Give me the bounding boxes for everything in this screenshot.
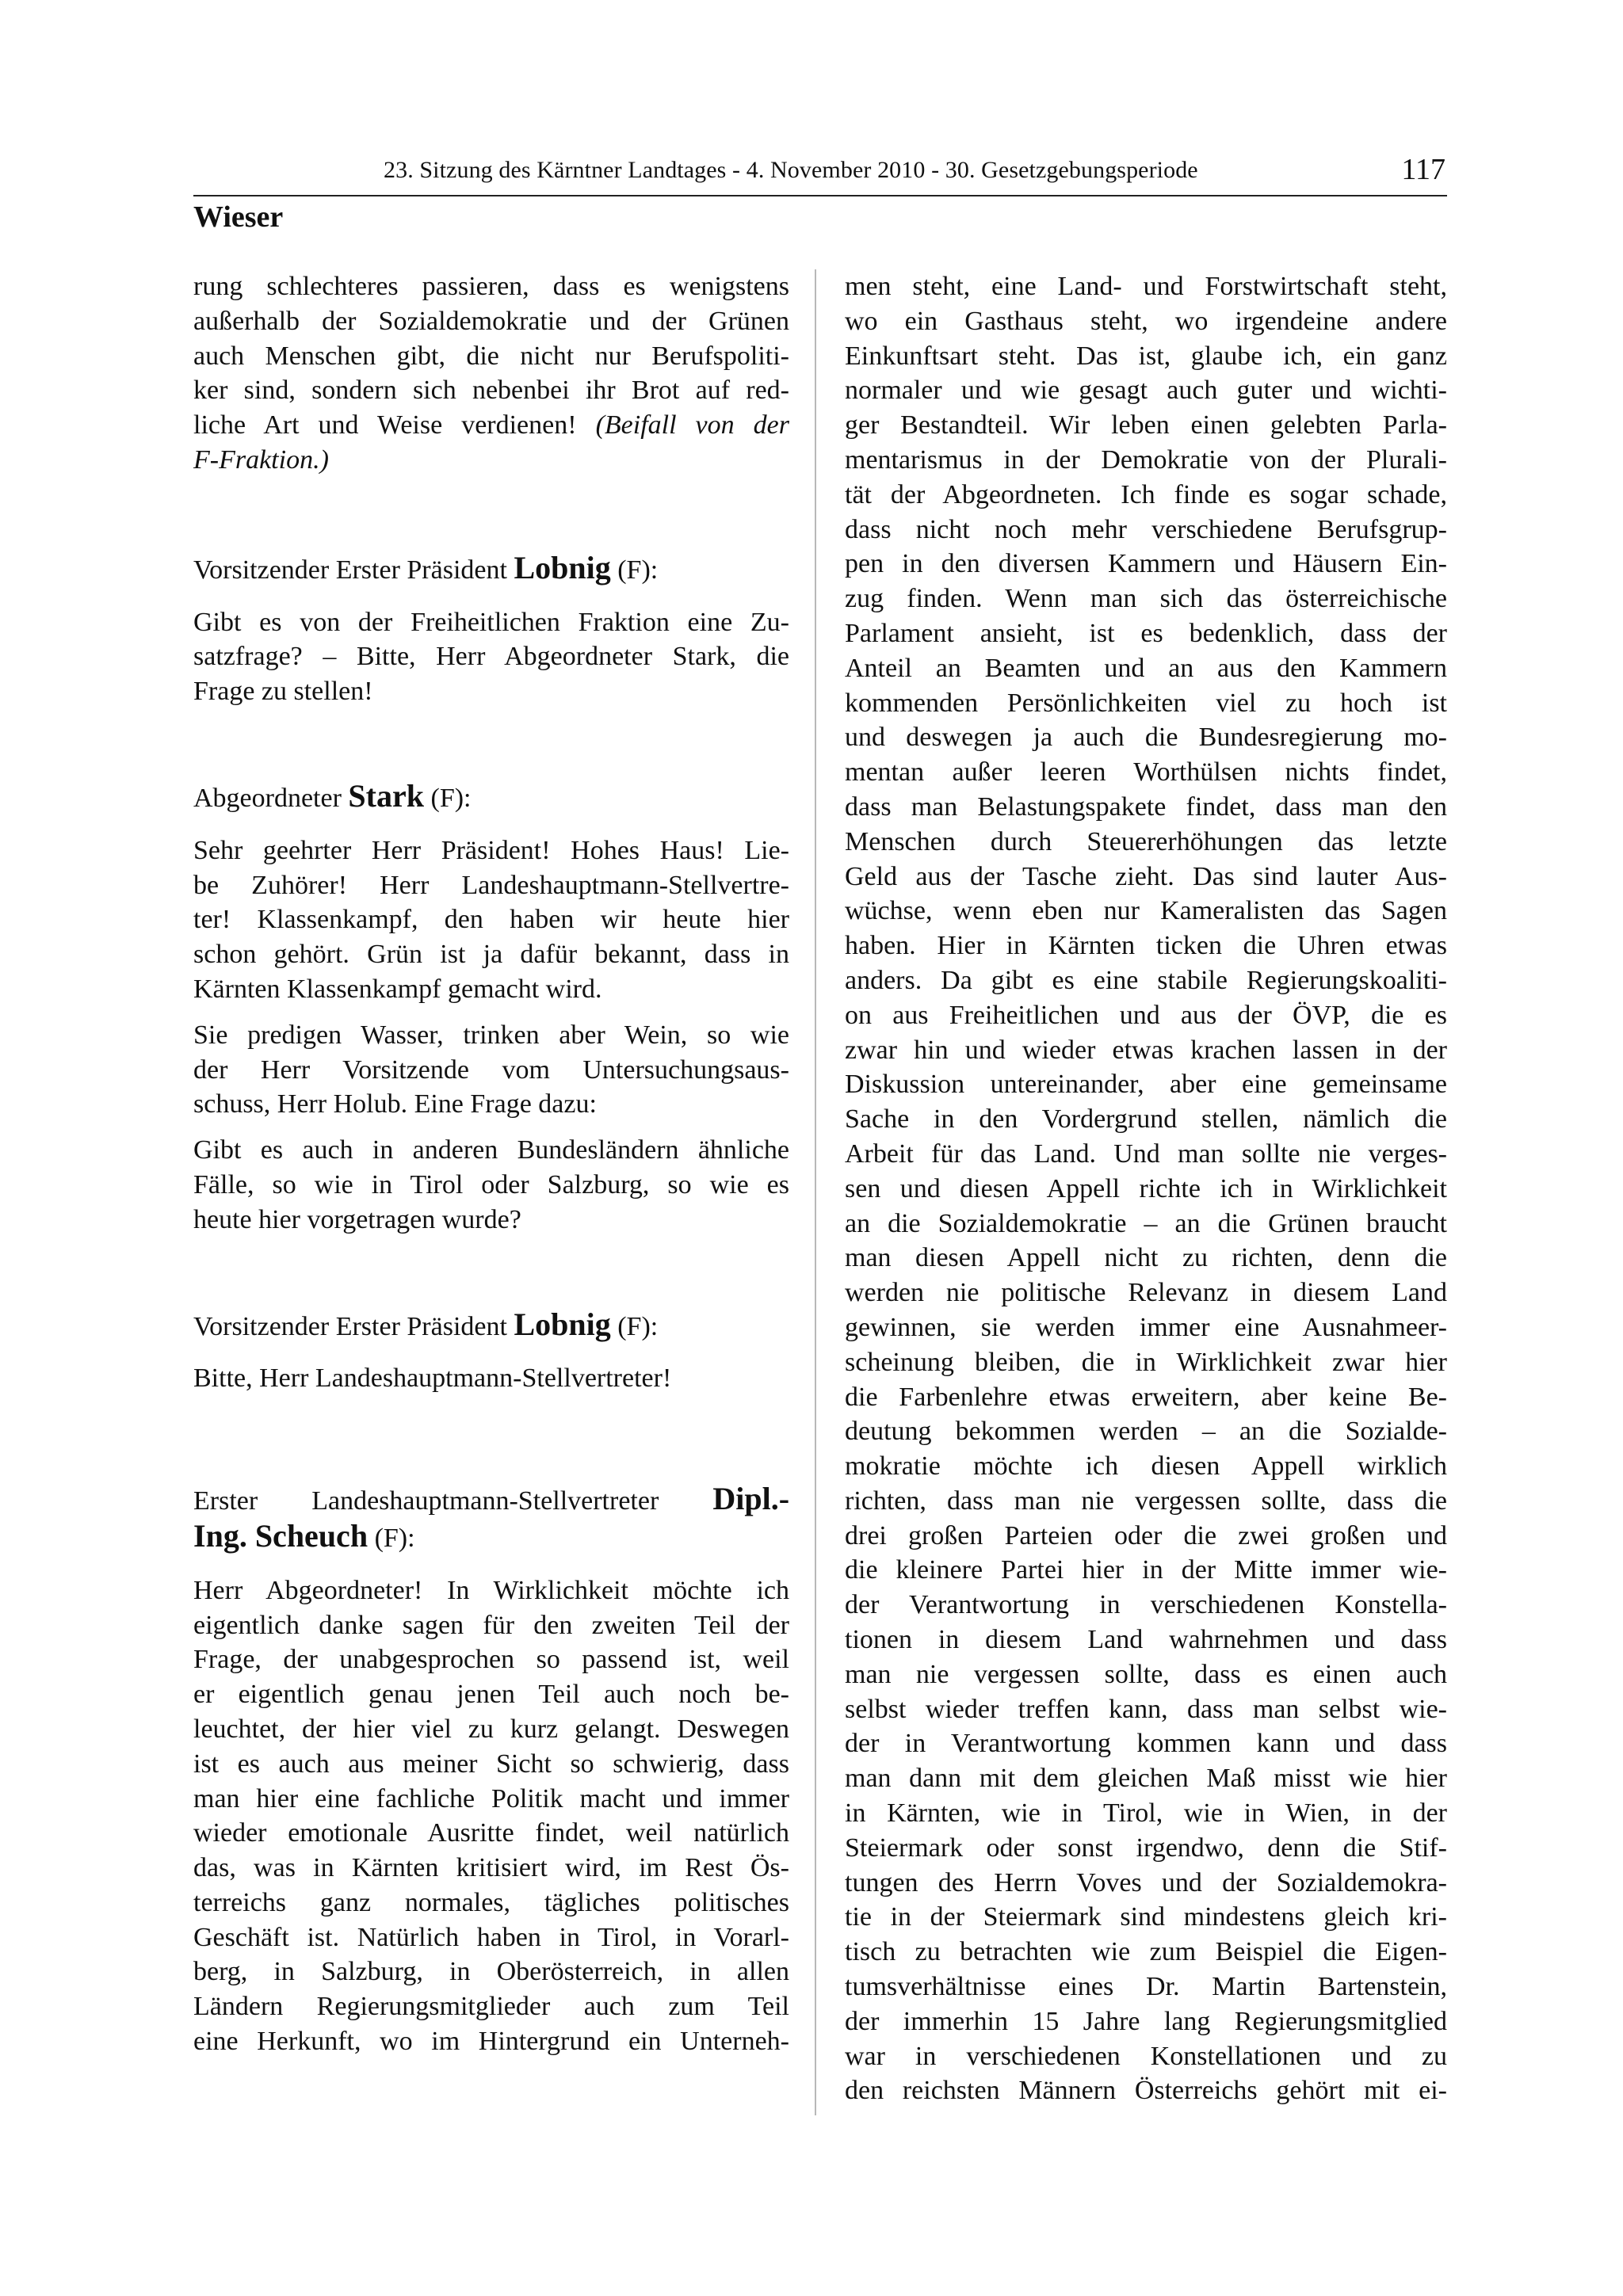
text-line: sen und diesen Appell richte ich in Wirklichkeit	[845, 1173, 1447, 1203]
text-line	[193, 1519, 789, 1556]
text-line: on aus Freiheitlichen und aus der ÖVP, die es	[845, 1000, 1447, 1030]
text-line: war in verschiedenen Konstellationen und zu	[845, 2041, 1447, 2071]
text-line: terreichs ganz normales, tägliches politisches	[193, 1887, 789, 1917]
text-line: normaler und wie gesagt auch guter und wichti-	[845, 376, 1447, 406]
text-line: der Verantwortung in verschiedenen Konstella-	[845, 1590, 1447, 1620]
text-line: mentarismus in der Demokratie von der Plurali-	[845, 444, 1447, 475]
text-line: und deswegen ja auch die Bundesregierung mo-	[845, 723, 1447, 753]
speaker-name: Ing. Scheuch	[193, 1517, 369, 1554]
text-line: men steht, eine Land- und Forstwirtschaft steht,	[845, 272, 1447, 301]
text-line: Gibt es auch in anderen Bundesländern ähnliche	[193, 1135, 789, 1165]
text-line: Herr Abgeordneter! In Wirklichkeit möchte ich	[193, 1575, 789, 1605]
paragraph	[193, 269, 789, 478]
speaker-party: (F):	[430, 783, 472, 813]
text-line: man hier eine fachliche Politik macht und immer	[193, 1783, 789, 1814]
text-line: dass nicht noch mehr verschiedene Berufsgrup-	[845, 514, 1447, 544]
text-line: Geld aus der Tasche zieht. Das sind lauter Aus-	[845, 861, 1447, 891]
paragraph	[193, 1133, 789, 1237]
text-line: schon gehört. Grün ist ja dafür bekannt, dass in	[193, 940, 789, 970]
text-line: tisch zu betrachten wie zum Beispiel die Eigen-	[845, 1937, 1447, 1967]
text-line: Sie predigen Wasser, trinken aber Wein, so wie	[193, 1020, 789, 1050]
running-header: 23. Sitzung des Kärntner Landtages - 4. November 2010 - 30. Gesetzgebungsperiode	[384, 157, 1198, 183]
paragraph	[193, 833, 789, 1007]
text-line: die kleinere Partei hier in der Mitte immer wie-	[845, 1555, 1447, 1585]
text-line: ker sind, sondern sich nebenbei ihr Brot auf red-	[193, 376, 789, 406]
speaker-heading	[193, 1307, 789, 1344]
text-line: tät der Abgeordneten. Ich finde es sogar schade,	[845, 479, 1447, 509]
text-line: tie in der Steiermark sind mindestens gleich kri-	[845, 1902, 1447, 1932]
text-line: schuss, Herr Holub. Eine Frage dazu:	[193, 1089, 597, 1119]
speaker-heading	[193, 779, 789, 816]
text-line: mentan außer leeren Worthülsen nichts findet,	[845, 757, 1447, 788]
speaker-name: Dipl.-	[712, 1481, 790, 1517]
left-column	[193, 269, 789, 2070]
text-line: man dann mit dem gleichen Maß misst wie hier	[845, 1764, 1447, 1794]
text-line: Sache in den Vordergrund stellen, nämlich die	[845, 1104, 1447, 1135]
text-line: das, was in Kärnten kritisiert wird, im Rest Ös-	[193, 1853, 789, 1883]
text-line: tionen in diesem Land wahrnehmen und dass	[845, 1625, 1447, 1655]
text-line: wüchse, wenn eben nur Kameralisten das Sagen	[845, 896, 1447, 926]
paragraph	[193, 1573, 789, 2059]
text-line: richten, dass man nie vergessen sollte, dass die	[845, 1486, 1447, 1516]
text-line: tungen des Herrn Voves und der Sozialdemokra-	[845, 1867, 1447, 1897]
text-line: der immerhin 15 Jahre lang Regierungsmitglied	[845, 2006, 1447, 2036]
text-line: Menschen durch Steuererhöhungen das letzte	[845, 826, 1447, 856]
text-line: man diesen Appell nicht zu richten, denn die	[845, 1243, 1447, 1273]
text-line: heute hier vorgetragen wurde?	[193, 1204, 521, 1234]
speaker-role: Erster Landeshauptmann-Stellvertreter	[193, 1486, 659, 1516]
text-line: die Farbenlehre etwas erweitern, aber keine Be-	[845, 1382, 1447, 1412]
text-line: zug finden. Wenn man sich das österreichische	[845, 584, 1447, 614]
text-line: der Herr Vorsitzende vom Untersuchungsaus-	[193, 1055, 789, 1085]
text-line: ist es auch aus meiner Sicht so schwierig, dass	[193, 1749, 789, 1779]
text-line: Parlament ansieht, ist es bedenklich, dass der	[845, 618, 1447, 648]
text-line: berg, in Salzburg, in Oberösterreich, in allen	[193, 1957, 789, 1987]
speaker-role: Vorsitzender Erster Präsident	[193, 1311, 507, 1341]
text-line: Steiermark oder sonst irgendwo, denn die Stif-	[845, 1833, 1447, 1863]
text-line: in Kärnten, wie in Tirol, wie in Wien, in der	[845, 1798, 1447, 1829]
header-rule	[193, 195, 1447, 196]
text-line: satzfrage? – Bitte, Herr Abgeordneter Stark, die	[193, 642, 789, 672]
speaker-heading	[193, 551, 789, 588]
running-speaker-name: Wieser	[193, 200, 284, 234]
text-line: werden nie politische Relevanz in diesem Land	[845, 1278, 1447, 1308]
text-line: Arbeit für das Land. Und man sollte nie verges-	[845, 1138, 1447, 1169]
paragraph	[845, 269, 1447, 2108]
text-line: anders. Da gibt es eine stabile Regierungskoaliti-	[845, 965, 1447, 995]
text-line: deutung bekommen werden – an die Sozialde-	[845, 1417, 1447, 1447]
text-line: scheinung bleiben, die in Wirklichkeit zwar hier	[845, 1347, 1447, 1377]
speaker-heading	[193, 1482, 789, 1556]
text-line: be Zuhörer! Herr Landeshauptmann-Stellvertre-	[193, 870, 789, 900]
text-line: Kärnten Klassenkampf gemacht wird.	[193, 974, 602, 1004]
text-line: wo ein Gasthaus steht, wo irgendeine andere	[845, 306, 1447, 336]
text-line: zwar hin und wieder etwas krachen lassen in der	[845, 1035, 1447, 1065]
text-line: eine Herkunft, wo im Hintergrund ein Unterneh-	[193, 2027, 789, 2057]
right-column	[845, 269, 1447, 2119]
paragraph	[193, 1018, 789, 1122]
text-fragment: liche Art und Weise verdienen!	[193, 410, 577, 441]
text-line: Sehr geehrter Herr Präsident! Hohes Haus! Lie-	[193, 835, 789, 865]
text-line: kommenden Persönlichkeiten viel zu hoch ist	[845, 688, 1447, 718]
applause-note: (Beifall von der	[595, 410, 789, 441]
text-line: Einkunftsart steht. Das ist, glaube ich, ein ganz	[845, 341, 1447, 371]
text-line: wieder emotionale Ausritte findet, weil natürlich	[193, 1818, 789, 1848]
text-line: leuchtet, der hier viel zu kurz gelangt. Deswegen	[193, 1714, 789, 1744]
text-line: gewinnen, sie werden immer eine Ausnahmeer-	[845, 1312, 1447, 1342]
text-line	[193, 408, 789, 443]
text-line: Geschäft ist. Natürlich haben in Tirol, in Vorarl-	[193, 1922, 789, 1952]
paragraph	[193, 605, 789, 709]
text-line: haben. Hier in Kärnten ticken die Uhren etwas	[845, 931, 1447, 961]
text-line: Anteil an Beamten und an aus den Kammern	[845, 653, 1447, 683]
text-line: Fälle, so wie in Tirol oder Salzburg, so wie es	[193, 1169, 789, 1199]
speaker-party: (F):	[617, 555, 659, 585]
text-line: pen in den diversen Kammern und Häusern Ein-	[845, 549, 1447, 579]
speaker-role: Vorsitzender Erster Präsident	[193, 555, 507, 585]
text-line: Gibt es von der Freiheitlichen Fraktion eine Zu-	[193, 607, 789, 637]
text-line: außerhalb der Sozialdemokratie und der Grünen	[193, 306, 789, 336]
text-line: den reichsten Männern Österreichs gehört mit ei-	[845, 2076, 1447, 2106]
page-number: 117	[1401, 153, 1445, 186]
text-line: drei großen Parteien oder die zwei großen und	[845, 1520, 1447, 1550]
text-line: Frage, der unabgesprochen so passend ist, weil	[193, 1645, 789, 1675]
text-line: man nie vergessen sollte, dass es einen auch	[845, 1659, 1447, 1689]
text-line: mokratie möchte ich diesen Appell wirklich	[845, 1451, 1447, 1482]
paragraph	[193, 1361, 789, 1396]
text-line: Frage zu stellen!	[193, 677, 373, 707]
text-line: Bitte, Herr Landeshauptmann-Stellvertreter!	[193, 1363, 672, 1394]
text-line: selbst wieder treffen kann, dass man selbst wie-	[845, 1694, 1447, 1724]
speaker-name: Lobnig	[514, 1306, 611, 1342]
text-line: ger Bestandteil. Wir leben einen gelebten Parla-	[845, 410, 1447, 441]
speaker-party: (F):	[617, 1311, 659, 1341]
text-line: auch Menschen gibt, die nicht nur Berufspoliti-	[193, 341, 789, 371]
text-line: eigentlich danke sagen für den zweiten Teil der	[193, 1610, 789, 1640]
text-line: er eigentlich genau jenen Teil auch noch be-	[193, 1680, 789, 1710]
text-line	[193, 1482, 789, 1519]
text-line: tumsverhältnisse eines Dr. Martin Bartenstein,	[845, 1972, 1447, 2002]
text-line: Diskussion untereinander, aber eine gemeinsame	[845, 1070, 1447, 1100]
text-line: ter! Klassenkampf, den haben wir heute hier	[193, 905, 789, 935]
applause-note: F-Fraktion.)	[193, 444, 329, 475]
column-divider	[815, 269, 816, 2115]
speaker-role: Abgeordneter	[193, 783, 342, 813]
text-line: dass man Belastungspakete findet, dass man den	[845, 791, 1447, 822]
text-line: Ländern Regierungsmitglieder auch zum Teil	[193, 1992, 789, 2022]
speaker-party: (F):	[374, 1523, 415, 1553]
speaker-name: Stark	[348, 777, 424, 814]
text-line: rung schlechteres passieren, dass es wenigstens	[193, 272, 789, 301]
speaker-name: Lobnig	[514, 549, 611, 585]
text-line: der in Verantwortung kommen kann und dass	[845, 1729, 1447, 1759]
text-line: an die Sozialdemokratie – an die Grünen braucht	[845, 1208, 1447, 1238]
